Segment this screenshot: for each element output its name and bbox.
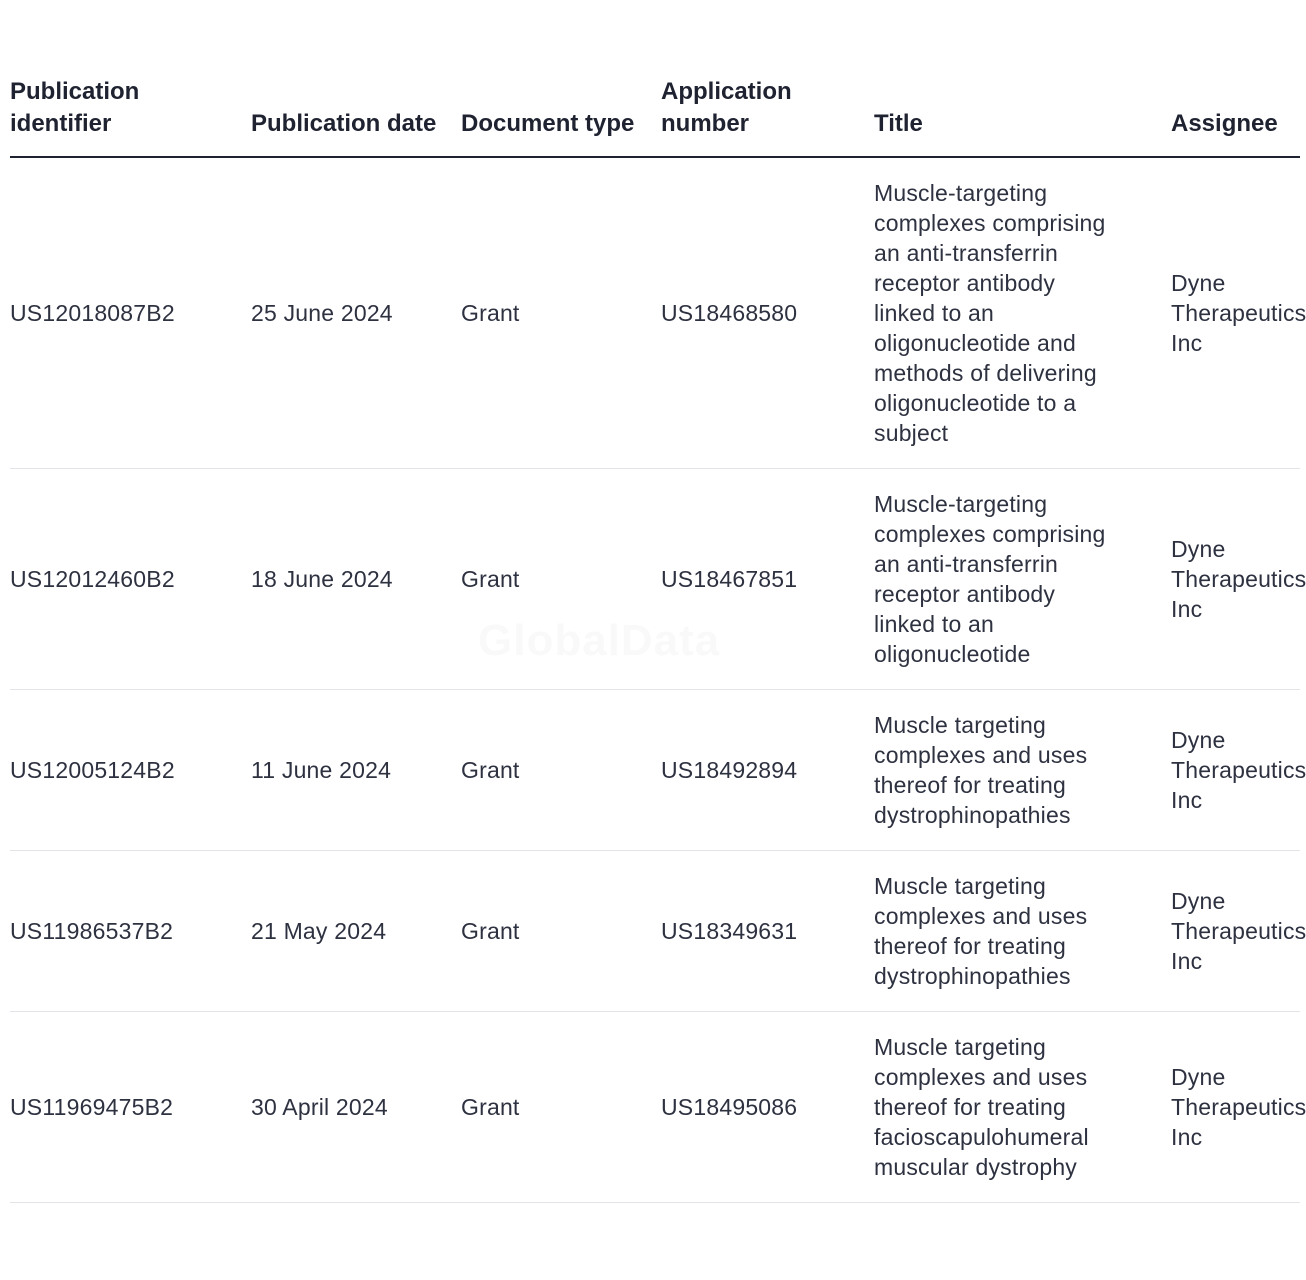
patent-table: [10, 76, 1306, 1203]
cell-publication-identifier: US11969475B2: [10, 1012, 251, 1203]
header-application-number: Application number: [661, 76, 874, 157]
cell-assignee: Dyne Therapeutics Inc: [1171, 157, 1300, 469]
cell-publication-identifier: US12005124B2: [10, 690, 251, 851]
table-row: [10, 851, 1300, 1012]
cell-publication-date: 18 June 2024: [251, 469, 461, 690]
cell-publication-identifier: US12012460B2: [10, 469, 251, 690]
cell-publication-identifier: US12018087B2: [10, 157, 251, 469]
cell-application-number: US18492894: [661, 690, 874, 851]
table-body: [10, 157, 1306, 1203]
cell-publication-date: 21 May 2024: [251, 851, 461, 1012]
header-publication-date: Publication date: [251, 76, 461, 157]
table-header: [10, 76, 1300, 157]
header-document-type: Document type: [461, 76, 661, 157]
cell-application-number: US18468580: [661, 157, 874, 469]
table-row: [10, 690, 1300, 851]
cell-title: Muscle-targeting complexes comprising an anti-transferrin receptor antibody linked to an oligonucleotide: [874, 469, 1171, 690]
cell-application-number: US18467851: [661, 469, 874, 690]
cell-title: Muscle targeting complexes and uses thereof for treating dystrophinopathies: [874, 851, 1171, 1012]
cell-publication-date: 25 June 2024: [251, 157, 461, 469]
cell-document-type: Grant: [461, 157, 661, 469]
header-row: [10, 76, 1300, 157]
cell-assignee: Dyne Therapeutics Inc: [1171, 690, 1300, 851]
cell-application-number: US18495086: [661, 1012, 874, 1203]
cell-document-type: Grant: [461, 469, 661, 690]
table-row: [10, 157, 1300, 469]
header-assignee: Assignee: [1171, 76, 1300, 157]
cell-application-number: US18349631: [661, 851, 874, 1012]
table-row: [10, 1012, 1300, 1203]
cell-publication-date: 30 April 2024: [251, 1012, 461, 1203]
cell-publication-identifier: US11986537B2: [10, 851, 251, 1012]
header-title: Title: [874, 76, 1171, 157]
cell-assignee: Dyne Therapeutics Inc: [1171, 851, 1300, 1012]
patent-table-container: [10, 0, 1306, 1280]
cell-assignee: Dyne Therapeutics Inc: [1171, 469, 1300, 690]
table-row: [10, 469, 1300, 690]
cell-title: Muscle targeting complexes and uses thereof for treating facioscapulohumeral muscular dystrophy: [874, 1012, 1171, 1203]
cell-document-type: Grant: [461, 851, 661, 1012]
cell-title: Muscle-targeting complexes comprising an anti-transferrin receptor antibody linked to an oligonucleotide and methods of delivering oligonucleotide to a subject: [874, 157, 1171, 469]
cell-publication-date: 11 June 2024: [251, 690, 461, 851]
cell-document-type: Grant: [461, 690, 661, 851]
cell-assignee: Dyne Therapeutics Inc: [1171, 1012, 1300, 1203]
header-publication-identifier: Publication identifier: [10, 76, 251, 157]
cell-title: Muscle targeting complexes and uses thereof for treating dystrophinopathies: [874, 690, 1171, 851]
cell-document-type: Grant: [461, 1012, 661, 1203]
